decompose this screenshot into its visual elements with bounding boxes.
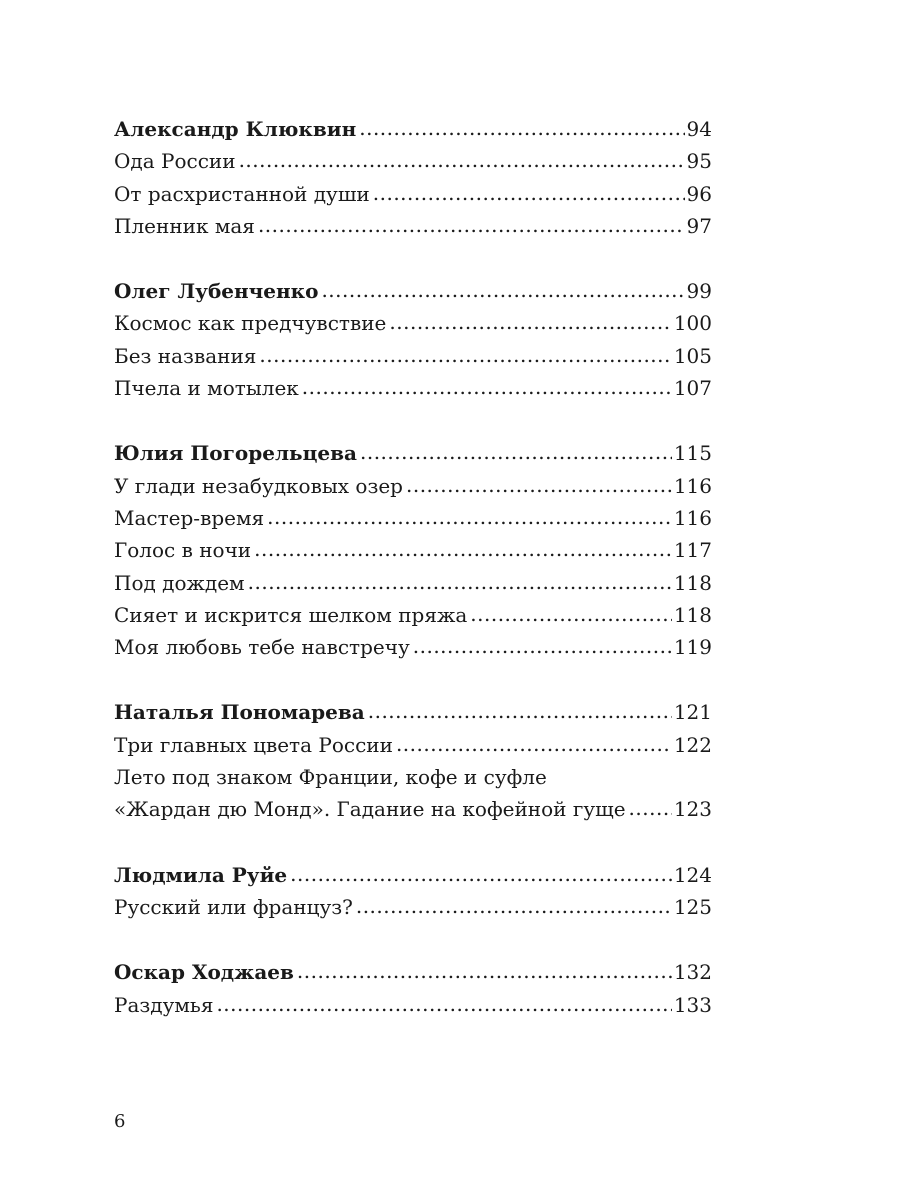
- dot-leader: [321, 274, 684, 306]
- dot-leader: [297, 955, 672, 987]
- toc-page-number: 133: [673, 992, 712, 1017]
- toc-entry: [114, 729, 712, 761]
- toc-author-name: Александр Клюквин: [114, 117, 357, 141]
- toc-section-pogoreltseva: [114, 437, 712, 663]
- toc-page-number: 123: [673, 797, 712, 822]
- dot-leader: [396, 728, 672, 760]
- toc-entry: [114, 372, 712, 404]
- toc-page-number: 116: [673, 473, 712, 498]
- toc-entry-title: Ода России: [114, 149, 236, 174]
- toc-page-number: 116: [673, 505, 712, 530]
- toc-entry-title: Лето под знаком Франции, кофе и суфле: [114, 765, 547, 790]
- page-number: 6: [114, 1111, 126, 1132]
- toc-author-entry: [114, 956, 712, 988]
- toc-author-entry: [114, 437, 712, 469]
- dot-leader: [389, 306, 671, 338]
- toc-entry-title: Без названия: [114, 343, 257, 368]
- dot-leader: [359, 112, 684, 144]
- toc-entry: [114, 631, 712, 663]
- dot-leader: [406, 469, 672, 501]
- toc-page-number: 125: [673, 894, 712, 919]
- toc-page-number: 99: [686, 279, 712, 304]
- toc-entry-title: Космос как предчувствие: [114, 311, 387, 336]
- toc-author-entry: [114, 113, 712, 145]
- dot-leader: [368, 695, 672, 727]
- toc-entry: [114, 470, 712, 502]
- toc-page-number: 97: [686, 213, 712, 238]
- toc-entry-title: Мастер-время: [114, 505, 265, 530]
- toc-entry-title: Раздумья: [114, 992, 214, 1017]
- toc-entry: [114, 145, 712, 177]
- dot-leader: [239, 144, 685, 176]
- toc-entry-title: Русский или француз?: [114, 894, 353, 919]
- toc-page-number: 119: [673, 635, 712, 660]
- dot-leader: [216, 988, 671, 1020]
- toc-section-ruie: [114, 859, 712, 924]
- toc-entry-title: Пчела и мотылек: [114, 376, 299, 401]
- toc-section-khodzhaev: [114, 956, 712, 1021]
- dot-leader: [290, 858, 672, 890]
- toc-page-number: 118: [673, 570, 712, 595]
- toc-page-number: 95: [686, 149, 712, 174]
- toc-author-entry: [114, 275, 712, 307]
- table-of-contents: [114, 113, 712, 1021]
- toc-entry: [114, 534, 712, 566]
- toc-entry-title: Моя любовь тебе навстречу: [114, 635, 410, 660]
- toc-author-entry: [114, 859, 712, 891]
- dot-leader: [267, 501, 672, 533]
- toc-author-name: Людмила Руйе: [114, 862, 288, 887]
- toc-entry-title: «Жардан дю Монд». Гадание на кофейной гуще: [114, 797, 626, 822]
- toc-page-number: 122: [673, 732, 712, 757]
- toc-author-name: Оскар Ходжаев: [114, 960, 294, 985]
- dot-leader: [373, 177, 685, 209]
- toc-page-number: 124: [673, 862, 712, 887]
- toc-entry: [114, 307, 712, 339]
- toc-entry-title: Под дождем: [114, 570, 245, 595]
- dot-leader: [302, 371, 672, 403]
- toc-entry-title: Сияет и искрится шелком пряжа: [114, 602, 468, 627]
- toc-entry-title: От расхристанной души: [114, 181, 370, 206]
- toc-page-number: 100: [673, 311, 712, 336]
- dot-leader: [356, 890, 672, 922]
- toc-page-number: 94: [686, 117, 712, 141]
- toc-section-ponomareva: [114, 696, 712, 825]
- toc-entry: [114, 567, 712, 599]
- toc-page-number: 121: [673, 700, 712, 725]
- toc-entry: [114, 502, 712, 534]
- dot-leader: [360, 436, 672, 468]
- toc-page-number: 107: [673, 376, 712, 401]
- toc-section-lubenchenko: [114, 275, 712, 404]
- toc-entry-continuation: [114, 793, 712, 825]
- toc-entry: [114, 989, 712, 1021]
- dot-leader: [254, 533, 672, 565]
- toc-entry-title: У глади незабудковых озер: [114, 473, 403, 498]
- toc-page-number: 132: [673, 960, 712, 985]
- toc-page-number: 118: [673, 602, 712, 627]
- toc-entry-title: Пленник мая: [114, 213, 255, 238]
- toc-entry: [114, 599, 712, 631]
- toc-author-name: Юлия Погорельцева: [114, 441, 357, 466]
- toc-author-name: Наталья Пономарева: [114, 700, 365, 725]
- toc-entry: [114, 340, 712, 372]
- toc-page-number: 117: [673, 538, 712, 563]
- toc-entry-title: Три главных цвета России: [114, 732, 393, 757]
- dot-leader: [259, 339, 671, 371]
- dot-leader: [629, 792, 672, 824]
- dot-leader: [470, 598, 672, 630]
- dot-leader: [248, 566, 672, 598]
- toc-page-number: 115: [673, 441, 712, 466]
- toc-entry: [114, 210, 712, 242]
- toc-page-number: 105: [673, 343, 712, 368]
- dot-leader: [413, 630, 672, 662]
- dot-leader: [258, 209, 685, 241]
- toc-author-name: Олег Лубенченко: [114, 279, 319, 304]
- toc-entry: [114, 178, 712, 210]
- toc-section-kliukvin: [114, 113, 712, 242]
- toc-entry-title: Голос в ночи: [114, 538, 252, 563]
- toc-page-number: 96: [686, 181, 712, 206]
- toc-author-entry: [114, 696, 712, 728]
- toc-entry-first-line: [114, 761, 712, 793]
- toc-entry: [114, 891, 712, 923]
